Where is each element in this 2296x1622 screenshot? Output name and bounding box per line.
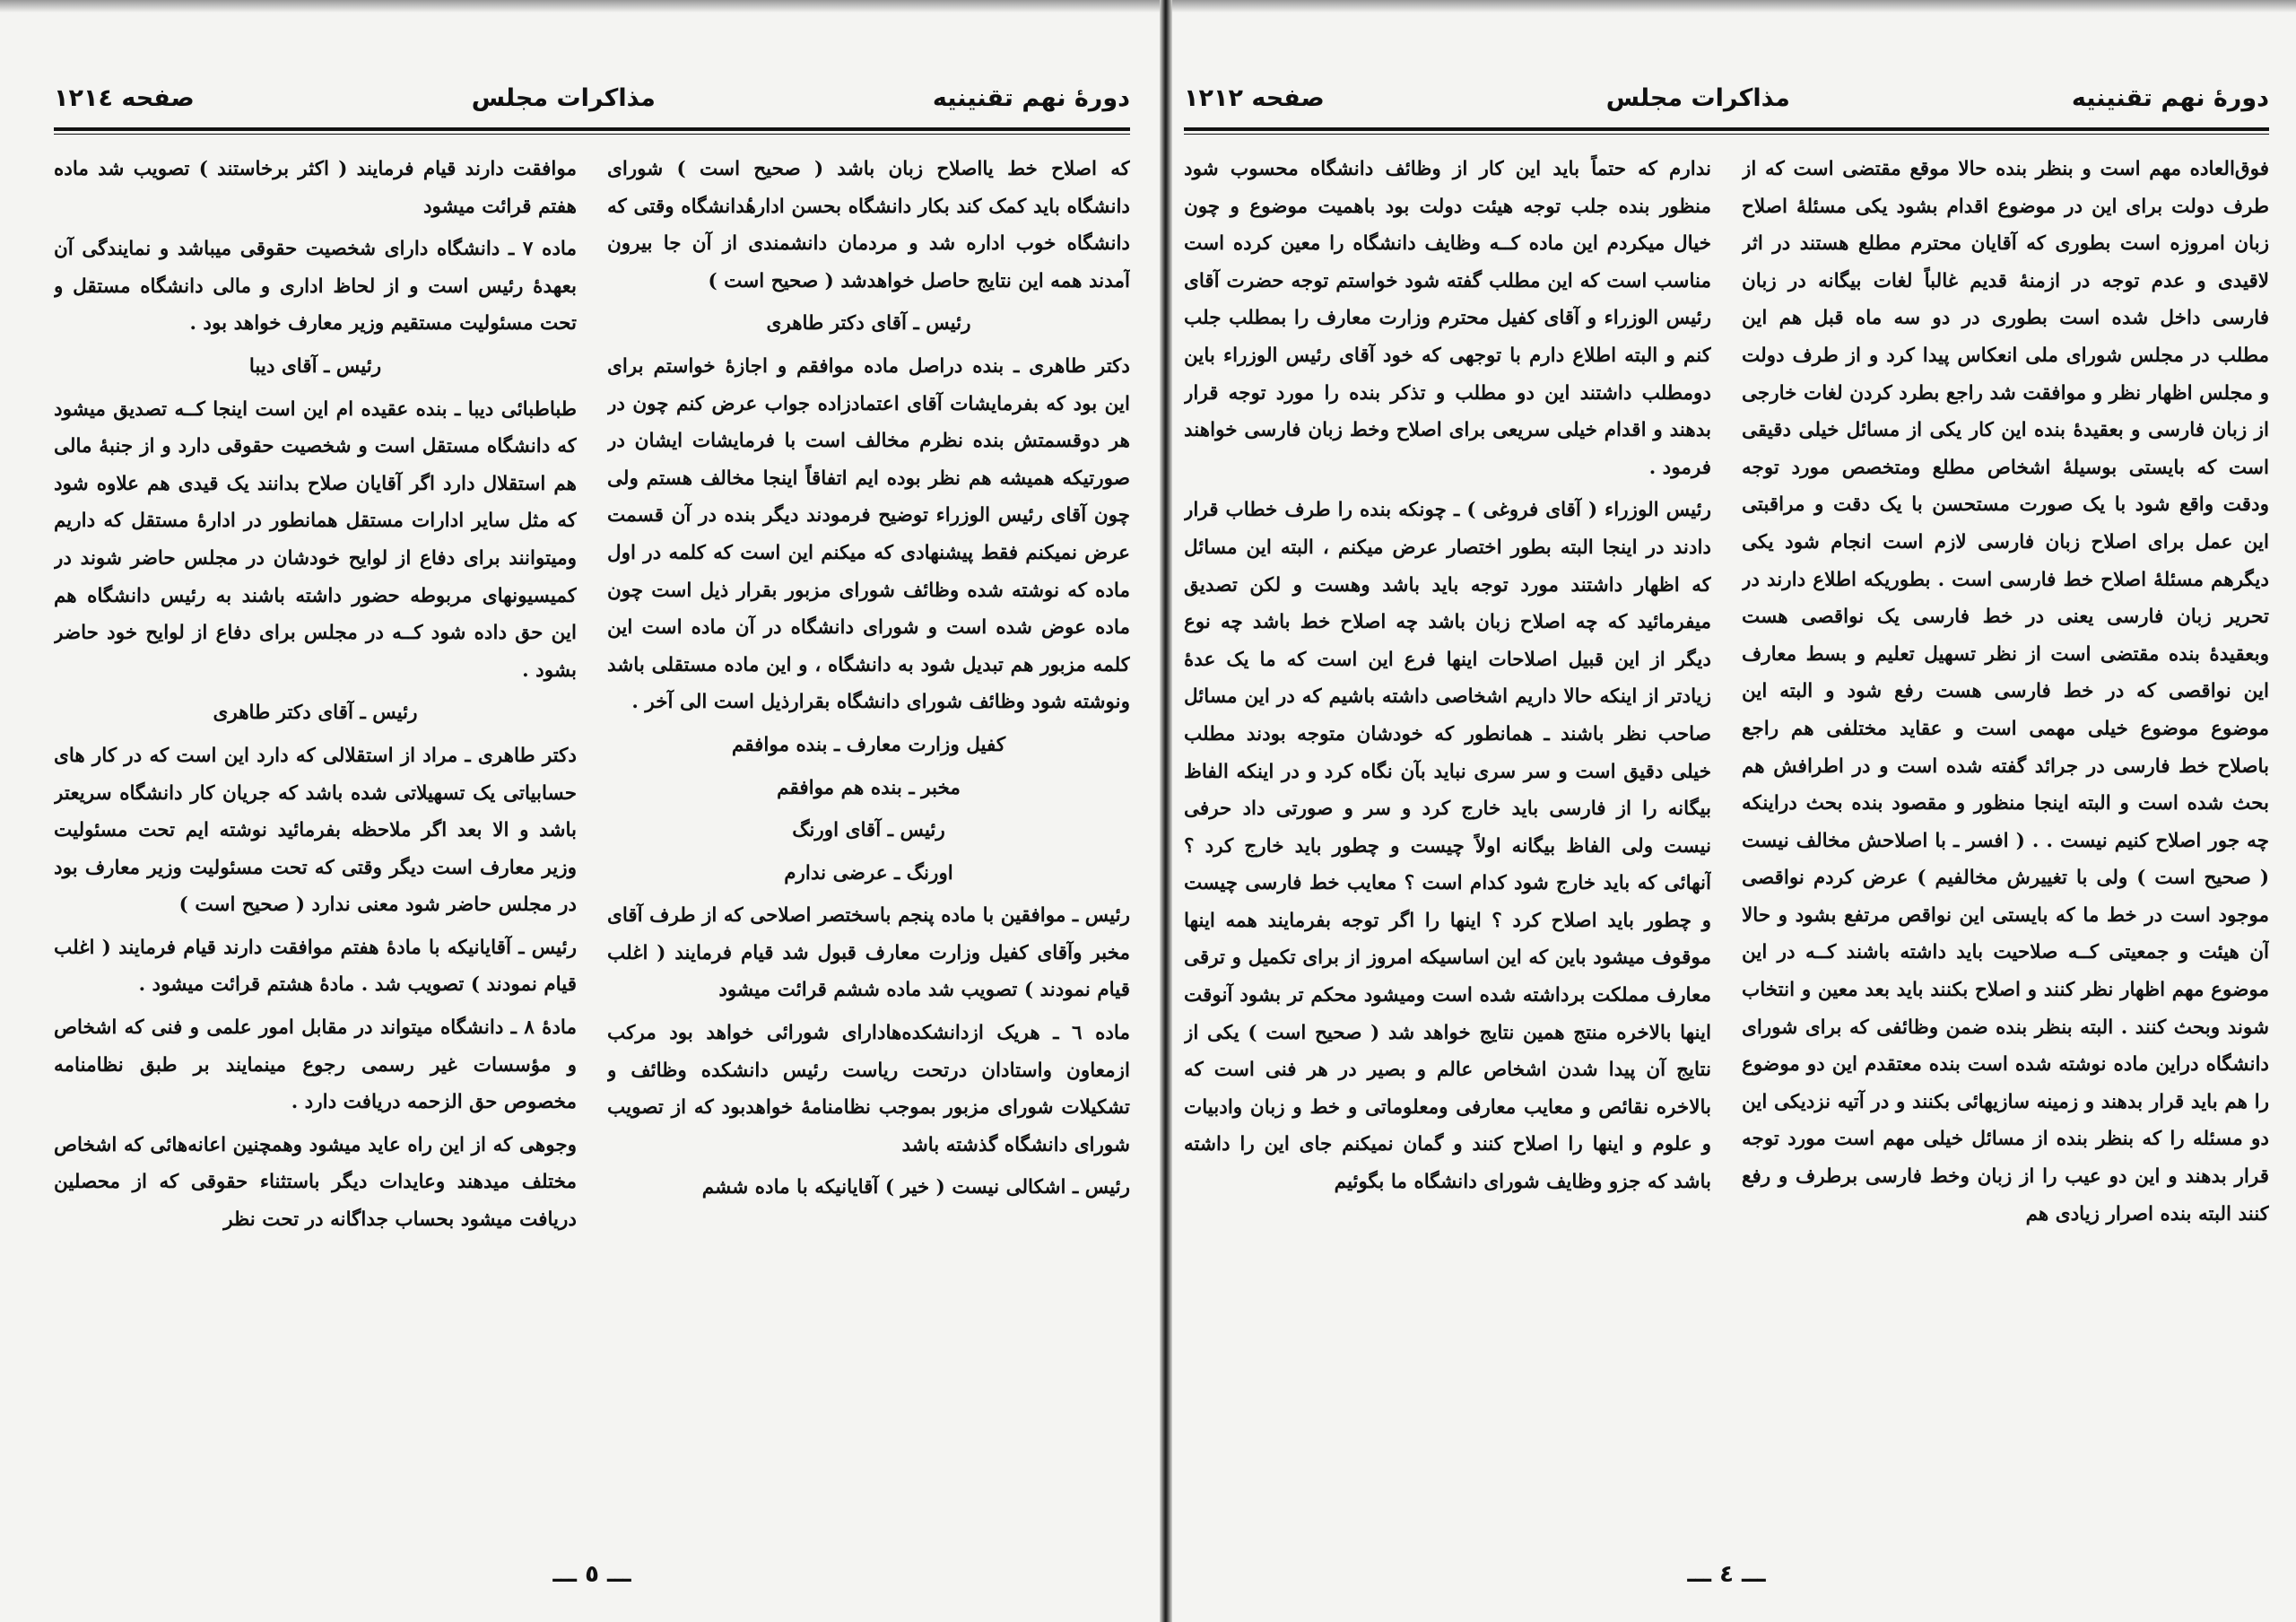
book-gutter — [1160, 0, 1172, 1622]
speech-line: اورنگ ـ عرضی ندارم — [784, 861, 953, 885]
president-line: رئیس ـ آقای دکتر طاهری — [213, 702, 418, 725]
paragraph: که اصلاح خط یااصلاح زبان باشد ( صحیح است ) شورای دانشگاه باید کمک کند بکار دانشگاه بحسن ادارهٔدانشگاه وقتی که دانشگاه خوب اداره شد و مردمان دانشمندی از آن جا بیرون آمدند همه این نتایج حاصل خواهدشد ( صحیح است ) — [607, 158, 1130, 292]
speaker-name: طباطبائی دیبا — [467, 397, 577, 421]
page-number-label: صفحه ۱۲۱٤ — [54, 83, 195, 112]
president-line: رئیس ـ آقای اورنگ — [792, 819, 945, 842]
page-folio: ـــ ٤ ـــ — [1687, 1561, 1766, 1588]
speech-line: مخبر ـ بنده هم موافقم — [777, 776, 961, 799]
speaker-name: دکتر طاهری — [1029, 354, 1130, 378]
publication-title: مذاکرات مجلس — [1605, 83, 1790, 112]
speech-paragraph — [54, 737, 577, 924]
session-title: دورهٔ نهم تقنینیه — [932, 83, 1130, 112]
publication-title: مذاکرات مجلس — [471, 83, 656, 112]
page-header — [54, 72, 1130, 124]
speaker-name: دکتر طاهری — [477, 744, 577, 767]
article-text: ماده ۷ ـ دانشگاه دارای شخصیت حقوقی میباشد و نمایندگی آن بعهدهٔ رئیس است و از لحاظ اداری و مالی دانشگاه مستقل و تحت مسئولیت مستقیم وزیر معارف خواهد بود . — [54, 238, 577, 336]
header-rule — [54, 127, 1130, 131]
header-rule-thin — [54, 134, 1130, 135]
speech-paragraph — [607, 348, 1130, 721]
speech-paragraph — [607, 727, 1130, 764]
paragraph: موافقت دارند قیام فرمایند ( اکثر برخاستند ) تصویب شد ماده هفتم قرائت میشود — [54, 158, 577, 218]
page-number-label: صفحه ۱۲۱۲ — [1184, 83, 1325, 112]
paragraph: وجوهی که از این راه عاید میشود وهمچنین اعانه‌هائی که اشخاص مختلف میدهند وعایدات دیگر باستثناء حقوقی که از محصلین دریافت میشود بحساب جداگانه در تحت نظر — [54, 1133, 577, 1232]
session-title: دورهٔ نهم تقنینیه — [2071, 83, 2269, 112]
page-top-edge — [0, 0, 2296, 13]
page-header — [1184, 72, 2269, 124]
paragraph: رئیس ـ آقایانیکه با مادهٔ هفتم موافقت دارند قیام فرمایند ( اغلب قیام نمودند ) تصویب شد . مادهٔ هشتم قرائت میشود . — [54, 936, 577, 997]
text-columns — [1184, 151, 2269, 1559]
paragraph: رئیس ـ موافقین با ماده پنجم باسختصر اصلاحی که از طرف آقای مخبر وآقای کفیل وزارت معارف قبول شد قیام فرمایند ( اغلب قیام نمودند ) تصویب شد ماده ششم قرائت میشود — [607, 904, 1130, 1002]
speech-text: ـ مراد از استقلالی که دارد این است که در کار های حسابیاتی یک تسهیلاتی شده باشد که جریان کار دانشگاه سریعتر باشد و الا بعد اگر ملاحظه بفرمائید نوشته ایم تحت مسئولیت وزیر معارف است دیگر وقتی که تحت مسئولیت وزیر معارف بود در مجلس حاضر شود معنی ندارد ( صحیح است ) — [54, 744, 577, 917]
text-column-right — [1742, 151, 2269, 1559]
left-page — [54, 72, 1130, 1597]
speech-paragraph — [54, 391, 577, 690]
page-folio: ـــ ٥ ـــ — [552, 1561, 631, 1588]
paragraph: رئیس ـ اشکالی نیست ( خیر ) آقایانیکه با ماده ششم — [701, 1176, 1130, 1199]
text-column-left — [54, 151, 577, 1559]
speech-text: ـ بنده موافقم — [731, 733, 840, 756]
header-rule — [1184, 127, 2269, 131]
header-rule-thin — [1184, 134, 2269, 135]
text-columns — [54, 151, 1130, 1559]
president-line: رئیس ـ آقای دکتر طاهری — [766, 312, 971, 336]
article-text: مادهٔ ۸ ـ دانشگاه میتواند در مقابل امور علمی و فنی که اشخاص و مؤسسات غیر رسمی رجوع مینمایند بر طبق نظامنامه مخصوص حق الزحمه دریافت دارد . — [54, 1016, 577, 1114]
text-column-left — [1184, 151, 1711, 1559]
speaker-name: رئیس الوزراء ( آقای فروغی ) — [1466, 499, 1711, 522]
speech-text: ـ چونکه بنده را طرف خطاب قرار دادند در اینجا البته بطور اختصار عرض میکنم ، البته این مسائل که اظهار داشتند مورد توجه باید باشد وهست و لکن تصدیق میفرمائید که چه اصلاح زبان باشد چه اصلاح خط باشد چه نوع دیگر از این قبیل اصلاحات اینها فرع این است که ما یک عدهٔ زیادتر از اینکه حالا داریم اشخاصی داشته باشیم که در این مسائل صاحب نظر باشند ـ همانطور که خودشان متوجه بودند مطلب خیلی دقیق است و سر سری نباید بآن نگاه کرد و در اینکه الفاظ بیگانه را از فارسی باید خارج کرد و سر و صورتی داد حرفی نیست ولی الفاظ بیگانه اولاً چیست و چطور باید خارج کرد ؟ آنهائی که باید خارج شود کدام است ؟ معایب خط فارسی چیست و چطور باید اصلاح کرد ؟ اینها را اگر توجه بفرمایند همه اینها موقوف میشود باین که این اساسیکه امروز از برای تکمیل و ترقی معارف مملکت برداشته شده است ومیشود محکم تر بشود آنوقت اینها بالاخره منتج همین نتایج خواهد شد ( صحیح است ) یکی از نتایج آن پیدا شدن اشخاص عالم و بصیر در هر فنی است که بالاخره نقائص و معایب معارفی ومعلوماتی و خط و زبان وادبیات و علوم و اینها را اصلاح کنند و گمان نمیکنم جای این را داشته باشد که جزو وظایف شورای دانشگاه ما بگوئیم — [1184, 499, 1711, 1194]
president-line: رئیس ـ آقای دیبا — [248, 354, 382, 378]
speech-text: ـ بنده دراصل ماده موافقم و اجازهٔ خواستم برای این بود که بفرمایشات آقای اعتمادزاده جواب عرض کنم چون در هر دوقسمتش بنده نظرم مخالف است با فرمایشات ایشان در صورتیکه همیشه هم نظر بوده ایم اتفاقاً اینجا مخالف هستم ولی چون آقای رئیس الوزراء توضیح فرمودند دیگر بنده در آن قسمت عرض نمیکنم فقط پیشنهادی که میکنم این است که کلمه در اول ماده که نوشته شده وظائف شورای مزبور بقرار ذیل است چون ماده عوض شده است و شورای دانشگاه در آن ماده است این کلمه مزبور هم تبدیل شود به دانشگاه ، و این ماده مستقلی باشد ونوشته شود وظائف شورای دانشگاه بقرارذیل است الی آخر . — [607, 354, 1130, 714]
paragraph: فوق‌العاده مهم است و بنظر بنده حالا موقع مقتضی است که از طرف دولت برای این در موضوع اقدام بشود یکی مسئلهٔ اصلاح زبان امروزه است بطوری که آقایان محترم مطلع هستند در اثر لاقیدی و عدم توجه در ازمنهٔ قدیم غالباً لغات بیگانه در زبان فارسی داخل شده است بطوری در دو سه ماه قبل هم این مطلب در مجلس شورای ملی انعکاس پیدا کرد و از طرف دولت و مجلس اظهار نظر و موافقت شد راجع بطرد کردن لغات خارجی از زبان فارسی و بعقیدهٔ بنده این کار یکی از مسائل خیلی دقیقی است که بایستی بوسیلهٔ اشخاص مطلع ومتخصص مورد توجه ودقت واقع شود با یک صورت مستحسن با یک دقت و مراقبتی این عمل برای اصلاح زبان فارسی لازم است انجام شود یکی دیگرهم مسئلهٔ اصلاح خط فارسی است . بطوریکه اطلاع دارند در تحریر زبان فارسی یعنی در خط فارسی یک نواقصی هست وبعقیدهٔ بنده مقتضی است از نظر تسهیل تعلیم و بسط معارف این نواقصی که در خط فارسی هست رفع شود و البته این موضوع موضوع خیلی مهمی است و عقاید مختلفی هم راجع باصلاح خط فارسی در جرائد گفته شده است و در اطرافش هم بحث شده است و البته اینجا منظور و مقصود بنده بحث دراینکه چه جور اصلاح کنیم نیست . . ( افسر ـ با اصلاحش مخالف نیست ( صحیح است ) ولی با تغییرش مخالفیم ) عرض کردم نواقصی موجود است در خط ما که بایستی این نواقص مرتفع بشود و حالا آن هیئت و جمعیتی کــه صلاحیت باید داشته باشند کــه در این موضوع مهم اظهار نظر کنند و اصلاح بکنند باید بعد معین و انتخاب شوند وبحث کنند . البته بنظر بنده ضمن وظائفی که برای شورای دانشگاه دراین ماده نوشته شده است بنده معتقدم این دو موضوع را هم باید قرار بدهند و زمینه سازیهائی بکنند و در آتیه نزدیکی این دو مسئله را که بنظر بنده از مسائل خیلی مهم است مورد توجه قرار بدهند و این دو عیب را از زبان وخط فارسی برطرف و رفع کنند البته بنده اصرار زیادی هم — [1742, 158, 2269, 1225]
right-page — [1184, 72, 2269, 1597]
article-text: ماده ٦ ـ هریک ازدانشکده‌هادارای شورائی خواهد بود مرکب ازمعاون واستادان درتحت ریاست رئیس دانشکده وظائف و تشکیلات شورای مزبور بموجب نظامنامهٔ خواهدبود که از تصویب شورای دانشگاه گذشته باشد — [607, 1022, 1130, 1156]
speaker-name: کفیل وزارت معارف — [846, 733, 1006, 756]
paragraph: ندارم که حتماً باید این کار از وظائف دانشگاه محسوب شود منظور بنده جلب توجه هیئت دولت بود باهمیت موضوع و چون خیال میکردم این ماده کــه وظایف دانشگاه را معین کرده است مناسب است که این مطلب گفته شود خواستم توجه حضرت آقای رئیس الوزراء و آقای کفیل محترم وزارت معارف را بمطلب جلب کنم و البته اطلاع دارم با توجهی که خود آقای رئیس الوزراء باین دومطلب داشتند این دو مطلب و تذکر بنده را مورد توجه قرار بدهند و اقدام خیلی سریعی برای اصلاح وخط زبان فارسی خواهند فرمود . — [1184, 158, 1711, 479]
text-column-right — [607, 151, 1130, 1559]
speech-paragraph — [1184, 492, 1711, 1200]
speech-text: ـ بنده عقیده ام این است اینجا کــه تصدیق میشود که دانشگاه مستقل است و شخصیت حقوقی دارد و از جنبهٔ مالی هم استقلال دارد اگر آقایان صلاح بدانند یک قیدی هم علاوه شود که مثل سایر ادارات مستقل همانطور در ادارهٔ مستقل که داریم ومیتوانند برای دفاع از لوایح خودشان در مجلس حاضر شوند در کمیسیونهای مربوطه حضور داشته باشند به رئیس دانشگاه هم این حق داده شود کــه در مجلس برای دفاع از لوایح خود حاضر بشود . — [54, 397, 577, 682]
